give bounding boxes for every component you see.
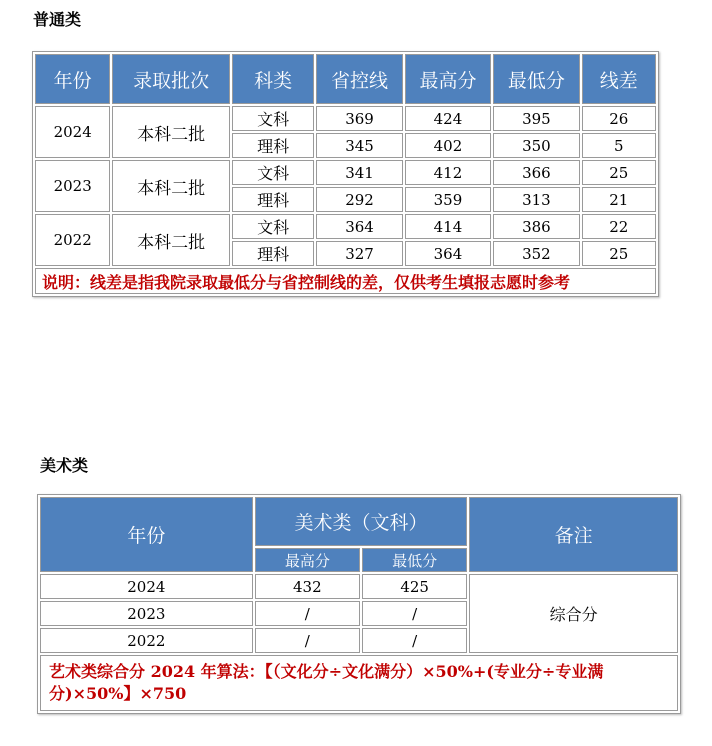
art-year-cell: 2024 (40, 574, 253, 599)
art-max-cell: 432 (255, 574, 360, 599)
min-cell: 313 (493, 187, 579, 212)
min-cell: 395 (493, 106, 579, 131)
category-cell: 文科 (232, 160, 314, 185)
art-min-cell: 425 (362, 574, 467, 599)
max-cell: 424 (405, 106, 491, 131)
category-cell: 文科 (232, 214, 314, 239)
table-row (40, 574, 678, 599)
batch-cell: 本科二批 (112, 106, 230, 158)
control-cell: 369 (316, 106, 402, 131)
section-title-art: 美术类 (40, 456, 89, 475)
min-cell: 350 (493, 133, 579, 158)
section-title-general: 普通类 (33, 10, 82, 29)
art-note: 艺术类综合分 2024 年算法：【（文化分÷文化满分）×50%+(专业分÷专业满分)×50%】×750 (40, 655, 678, 711)
control-cell: 327 (316, 241, 402, 266)
max-cell: 364 (405, 241, 491, 266)
year-cell: 2022 (35, 214, 110, 266)
year-cell: 2024 (35, 106, 110, 158)
control-cell: 292 (316, 187, 402, 212)
category-cell: 文科 (232, 106, 314, 131)
table-row (35, 160, 656, 185)
diff-cell: 21 (582, 187, 656, 212)
table-row (35, 214, 656, 239)
art-remark-cell: 综合分 (469, 574, 678, 653)
min-cell: 386 (493, 214, 579, 239)
art-max-cell: / (255, 628, 360, 653)
art-min-cell: / (362, 601, 467, 626)
batch-cell: 本科二批 (112, 160, 230, 212)
category-cell: 理科 (232, 133, 314, 158)
art-header-remark: 备注 (469, 497, 678, 572)
art-admission-table (37, 494, 681, 714)
max-cell: 402 (405, 133, 491, 158)
batch-cell: 本科二批 (112, 214, 230, 266)
control-cell: 364 (316, 214, 402, 239)
general-admission-table (32, 51, 659, 297)
art-max-cell: / (255, 601, 360, 626)
art-header-year: 年份 (40, 497, 253, 572)
art-year-cell: 2023 (40, 601, 253, 626)
min-cell: 352 (493, 241, 579, 266)
header-category: 科类 (232, 54, 314, 104)
diff-cell: 22 (582, 214, 656, 239)
header-min-score: 最低分 (493, 54, 579, 104)
max-cell: 412 (405, 160, 491, 185)
header-diff: 线差 (582, 54, 656, 104)
art-year-cell: 2022 (40, 628, 253, 653)
general-note: 说明：线差是指我院录取最低分与省控制线的差，仅供考生填报志愿时参考 (35, 268, 656, 294)
max-cell: 414 (405, 214, 491, 239)
max-cell: 359 (405, 187, 491, 212)
header-control-line: 省控线 (316, 54, 402, 104)
diff-cell: 25 (582, 160, 656, 185)
header-batch: 录取批次 (112, 54, 230, 104)
category-cell: 理科 (232, 241, 314, 266)
diff-cell: 25 (582, 241, 656, 266)
control-cell: 345 (316, 133, 402, 158)
year-cell: 2023 (35, 160, 110, 212)
control-cell: 341 (316, 160, 402, 185)
category-cell: 理科 (232, 187, 314, 212)
min-cell: 366 (493, 160, 579, 185)
art-header-group: 美术类（文科） (255, 497, 468, 546)
art-min-cell: / (362, 628, 467, 653)
header-year: 年份 (35, 54, 110, 104)
table-row (35, 106, 656, 131)
diff-cell: 26 (582, 106, 656, 131)
diff-cell: 5 (582, 133, 656, 158)
header-max-score: 最高分 (405, 54, 491, 104)
art-header-max: 最高分 (255, 548, 360, 572)
art-header-min: 最低分 (362, 548, 467, 572)
